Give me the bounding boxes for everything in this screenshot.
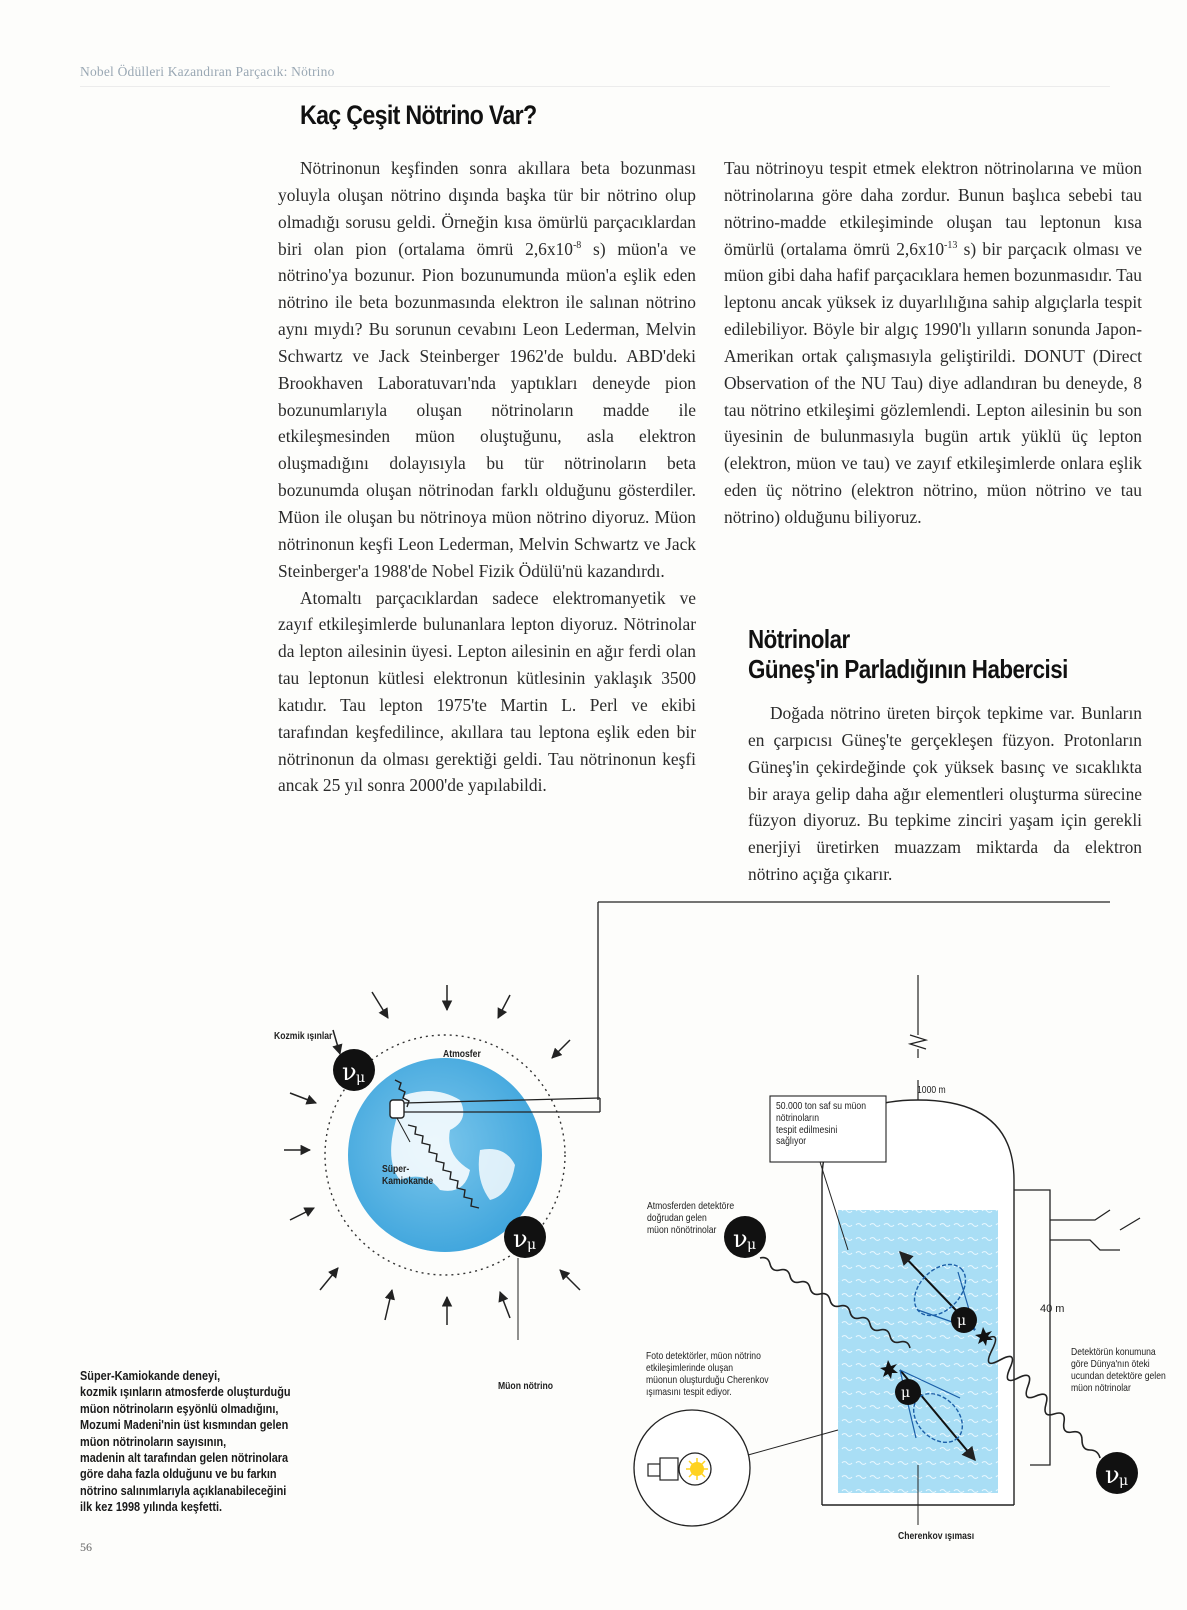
caption-line: Mozumi Madeni'nin üst kısmından gelen xyxy=(80,1417,289,1433)
label-cosmic-rays: Kozmik ışınlar xyxy=(274,1030,333,1042)
caption-line: nötrino salınımlarıyla açıklanabileceğini xyxy=(80,1482,287,1498)
paragraph xyxy=(278,155,696,585)
superscript: -13 xyxy=(944,239,958,251)
section-title: Kaç Çeşit Nötrino Var? xyxy=(300,100,537,130)
nu-symbol: ν xyxy=(342,1058,357,1086)
text: s) müon'a ve nötrino'ya bozunur. Pion bozunumunda müon'a eşlik eden nötrino ile beta bozunmasında elektron ile salınan nötrino aynı mıydı? Bu sorunun cevabını Leon Lederman, Melvin Schwartz ve Jack Steinberger 1962'de buldu. ABD'deki Brookhaven Laboratuvarı'nda yaptıkları deneyde pion bozunumlarıyla oluşan nötrinoların madde ile etkileşmesinden müon oluştuğunu, asla elektron oluşmadığını dolayısıyla bu tür nötrinoların beta bozunumda oluşan nötrinodan farklı olduğunu gösterdiler. Müon ile oluşan bu nötrinoya müon nötrino diyoruz. Müon nötrinonun keşfi Leon Lederman, Melvin Schwartz ve Jack Steinberger'a 1988'de Nobel Fizik Ödülü'nü kazandırdı. xyxy=(278,238,697,581)
text: Tau nötrinoyu tespit etmek elektron nötrinolarına ve müon nötrinolarına göre daha zordur. Bunun başlıca sebebi tau nötrino-madde etkileşiminde oluşan tau leptonun kısa ömürlü (ortalama ömrü 2,6x10 xyxy=(724,158,1142,259)
column-right xyxy=(724,155,1142,531)
page-number: 56 xyxy=(80,1540,92,1554)
subsection-title-line1: Nötrinolar xyxy=(748,624,850,654)
column-left xyxy=(278,155,696,799)
depth-marker xyxy=(910,975,926,1100)
paragraph: Atomaltı parçacıklardan sadece elektromanyetik ve zayıf etkileşimlerde bulunanlara lepton diyoruz. Nötrinolar da lepton ailesinin üyesi. Lepton ailesinin en ağır ferdi olan tau leptonun kütlesi elektronun kütlesinin yaklaşık 3500 katıdır. Tau lepton 1975'te Martin L. Perl ve ekibi tarafından keşfedilince, akıllara tau leptona eşlik eden bir nötrinonun da olması gerektiği geldi. Tau nötrinonun keşfi ancak 25 yıl sonra 2000'de yapılabildi. xyxy=(278,587,696,796)
caption-line: müon nötrinoların sayısının, xyxy=(80,1433,227,1449)
figure-caption xyxy=(80,1368,291,1516)
mu-subscript: μ xyxy=(747,1237,757,1253)
paragraph: Doğada nötrino üreten birçok tepkime var. Bunların en çarpıcısı Güneş'te gerçekleşen füzyon. Protonların Güneş'in çekirdeğinde çok yüksek basınç ve sıcaklıkta bir araya gelip daha ağır elementleri oluşturma sürecine füzyon diyoruz. Bu tepkime zinciri yaşam için gerekli enerjiyi üretirken muazzam miktarda da elektron nötrino açığa çıkarır. xyxy=(748,703,1142,885)
label-super-kamiokande: Süper- Kamiokande xyxy=(382,1163,434,1187)
caption-line: madenin alt tarafından gelen nötrinolara xyxy=(80,1450,289,1466)
nu-mu-badge-tank-right xyxy=(1096,1452,1138,1494)
figure-frame xyxy=(598,902,1110,1100)
running-header: Nobel Ödülleri Kazandıran Parçacık: Nötrino xyxy=(80,64,335,79)
caption-line: Süper-Kamiokande deneyi, xyxy=(80,1368,221,1383)
nu-symbol: ν xyxy=(1105,1461,1120,1489)
caption-line: göre daha fazla olduğunu ve bu farkın xyxy=(80,1466,277,1482)
photo-detector-inset xyxy=(634,1410,838,1526)
paragraph xyxy=(724,155,1142,531)
subsection-title xyxy=(748,624,1068,684)
mu-subscript: μ xyxy=(356,1070,366,1086)
mu-subscript: μ xyxy=(527,1237,537,1253)
label-depth: 1000 m xyxy=(917,1084,946,1096)
nu-symbol: ν xyxy=(513,1225,528,1253)
caption-line: ilk kez 1998 yılında keşfetti. xyxy=(80,1499,223,1515)
label-atmosphere: Atmosfer xyxy=(443,1048,481,1060)
nu-mu-badge-bottom xyxy=(504,1216,546,1340)
tank-height-label: 40 m xyxy=(1040,1303,1065,1315)
mu-symbol: μ xyxy=(901,1385,911,1401)
column-right-lower xyxy=(748,700,1142,888)
label-earth-side: Detektörün konumuna göre Dünya'nın öteki ucundan detektöre gelen müon nötrinolar xyxy=(1071,1346,1166,1394)
label-muon-neutrino: Müon nötrino xyxy=(498,1380,553,1392)
mu-subscript: μ xyxy=(1119,1473,1129,1489)
label-cherenkov: Cherenkov ışıması xyxy=(898,1530,975,1542)
caption-line: müon nötrinoların eşyönlü olmadığını, xyxy=(80,1400,279,1416)
label-atm-direct: Atmosferden detektöre doğrudan gelen müon nönötrinolar xyxy=(647,1200,735,1236)
tunnel-structure xyxy=(1014,1190,1140,1465)
header-rule xyxy=(80,86,1110,87)
label-photo-detectors: Foto detektörler, müon nötrino etkileşimlerinde oluşan müonun oluşturduğu Cherenkov ışımasını tespit ediyor. xyxy=(646,1350,769,1398)
label-water-note: 50.000 ton saf su müon nötrinoların tespit edilmesini sağlıyor xyxy=(776,1100,866,1148)
superscript: -8 xyxy=(572,239,582,251)
text: s) bir parçacık olması ve müon gibi daha hafif parçacıklara hemen bozunmasıdır. Tau leptonu ancak yüksek iz duyarlılığına sahip algıçlarla tespit edilebiliyor. Böyle bir algıç 1990'lı yılların sonunda Japon-Amerikan ortak çalışmasıyla geliştirildi. DONUT (Direct Observation of the NU Tau) diye adlandıran bu deneyde, 8 tau nötrino etkileşimi gözlemlendi. Lepton ailesinin bu son üyesinin de bulunmasıyla bugün artık yüklü üç lepton (elektron, müon ve tau) ve zayıf etkileşimlerde onlara eşlik eden üç nötrino (elektron nötrino, müon nötrino ve tau nötrino) olduğunu biliyoruz. xyxy=(724,238,1143,527)
nu-mu-badge-top xyxy=(333,1049,375,1091)
text: Nötrinonun keşfinden sonra akıllara beta bozunması yoluyla oluşan nötrino dışında başka tür bir nötrino olup olmadığı sorusu geldi. Örneğin kısa ömürlü parçacıklardan biri olan pion (ortalama ömrü 2,6x10 xyxy=(278,158,696,259)
mu-symbol: μ xyxy=(957,1313,967,1329)
nu-symbol: ν xyxy=(733,1225,748,1253)
caption-line: kozmik ışınların atmosferde oluşturduğu xyxy=(80,1384,291,1400)
subsection-title-line2: Güneş'in Parladığının Habercisi xyxy=(748,654,1068,684)
